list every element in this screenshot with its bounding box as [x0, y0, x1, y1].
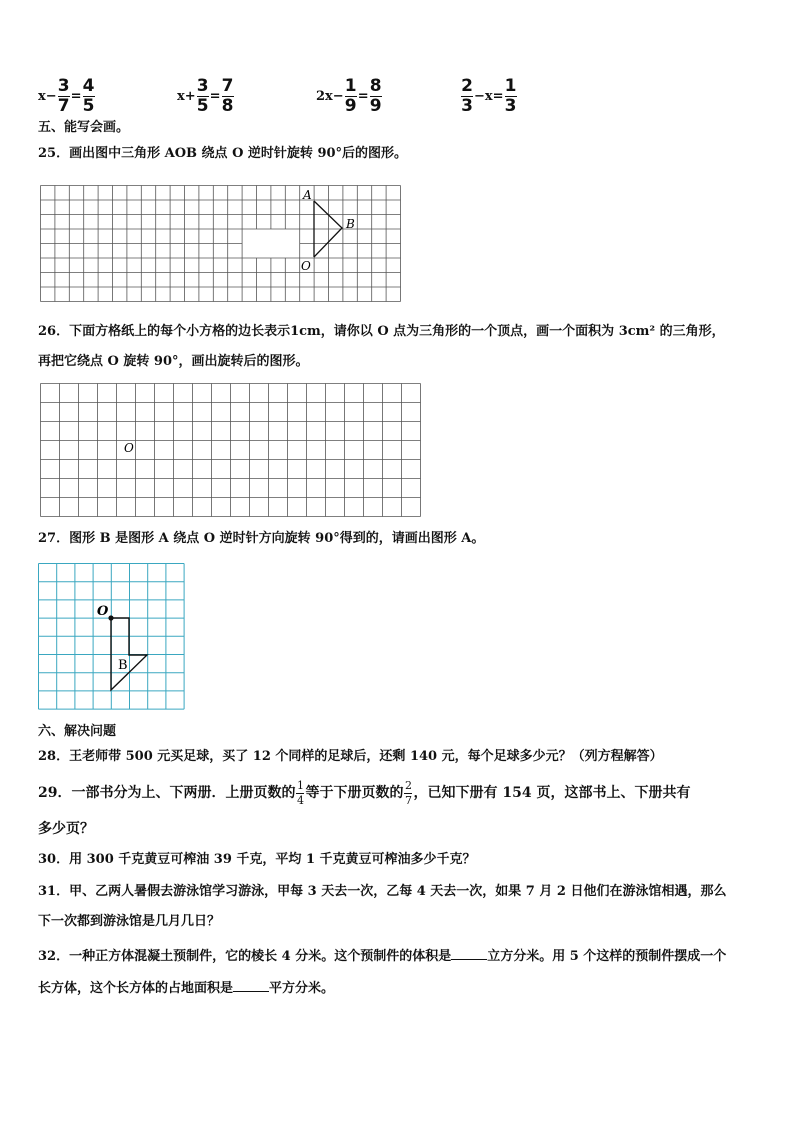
q29-fraction-1-4: 1 4 [296, 778, 304, 807]
eq2-fraction-left: $\frac{3}{5}$ [196, 75, 209, 116]
eq4-fraction-right: $\frac{1}{3}$ [504, 75, 517, 116]
q26-grid [40, 383, 421, 517]
q26-label-o: O [124, 441, 134, 455]
eq4-fraction-left: $\frac{2}{3}$ [461, 75, 473, 116]
question-29-line-1: 29．一部书分为上、下两册．上册页数的 1 4 等于下册页数的 2 7 ，已知下册有 154 页，这部书上、下册共有 [38, 778, 691, 807]
question-27: 27．图形 B 是图形 A 绕点 O 逆时针方向旋转 90°得到的，请画出图形 A。 [38, 531, 485, 546]
equation-4 [460, 76, 518, 116]
section-6-heading: 六、解决问题 [38, 724, 117, 739]
eq2-prefix: x+ [177, 88, 196, 104]
q25-label-b: B [346, 217, 355, 231]
q25-grid-lines [41, 186, 401, 302]
eq1-equals: = [70, 88, 82, 104]
equation-2 [177, 76, 235, 116]
q32-volume-blank[interactable] [451, 945, 487, 960]
eq3-prefix: 2x− [316, 88, 344, 104]
section-5-heading: 五、能写会画。 [38, 120, 130, 135]
q25-grid [40, 185, 403, 303]
question-30: 30．用 300 千克黄豆可榨油 39 千克，平均 1 千克黄豆可榨油多少千克？ [38, 852, 476, 867]
eq1-fraction-left: $\frac{3}{7}$ [57, 75, 70, 116]
question-32-line-2: 长方体，这个长方体的占地面积是 平方分米。 [38, 977, 334, 999]
q27-label-b: B [118, 658, 128, 673]
q27-label-o: O [97, 604, 109, 619]
question-31-line-1: 31．甲、乙两人暑假去游泳馆学习游泳，甲每 3 天去一次，乙每 4 天去一次，如果 7 月 2 日他们在游泳馆相遇，那么 [38, 884, 727, 899]
eq3-fraction-right: $\frac{8}{9}$ [369, 75, 382, 116]
question-31-line-2: 下一次都到游泳馆是几月几日？ [38, 914, 221, 929]
q29-fraction-2-7: 2 7 [404, 778, 412, 807]
eq1-prefix: x− [38, 88, 57, 104]
q27-point-o [108, 615, 113, 620]
eq1-fraction-right: $\frac{4}{5}$ [82, 75, 95, 116]
equation-3 [316, 76, 383, 116]
q26-grid-lines [41, 384, 421, 517]
question-29-line-2: 多少页？ [38, 821, 94, 837]
q27-grid [38, 563, 186, 711]
question-25: 25．画出图中三角形 AOB 绕点 O 逆时针旋转 90°后的图形。 [38, 146, 408, 161]
question-26-line-2: 再把它绕点 O 旋转 90°，画出旋转后的图形。 [38, 354, 309, 369]
question-32-line-1: 32．一种正方体混凝土预制件，它的棱长 4 分米。这个预制件的体积是 立方分米。用 5 个这样的预制件摆成一个 [38, 945, 726, 967]
eq3-fraction-left: $\frac{1}{9}$ [344, 75, 357, 116]
question-26-line-1: 26．下面方格纸上的每个小方格的边长表示1cm，请你以 O 点为三角形的一个顶点，画一个面积为 3cm² 的三角形， [38, 324, 725, 339]
equation-1 [38, 76, 96, 116]
eq2-fraction-right: $\frac{7}{8}$ [221, 75, 234, 116]
eq4-middle: −x= [474, 88, 504, 104]
question-28: 28．王老师带 500 元买足球，买了 12 个同样的足球后，还剩 140 元，每个足球多少元？（列方程解答） [38, 749, 663, 764]
eq2-equals: = [209, 88, 221, 104]
q25-label-a: A [303, 188, 312, 202]
q32-area-blank[interactable] [233, 977, 269, 992]
q25-label-o: O [301, 259, 311, 273]
eq3-equals: = [357, 88, 369, 104]
